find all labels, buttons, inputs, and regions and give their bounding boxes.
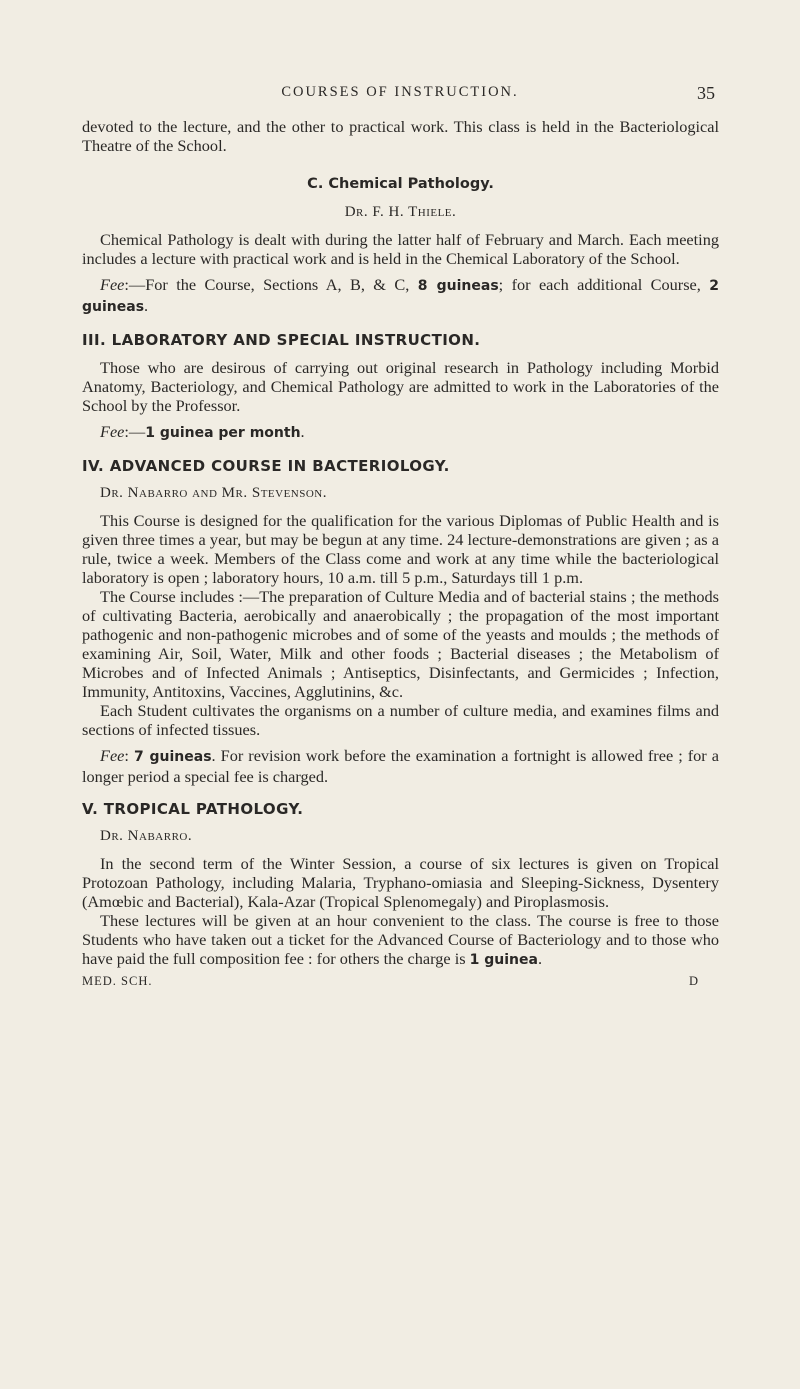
section-v-heading: V. TROPICAL PATHOLOGY. [82, 800, 304, 818]
paragraph-text: These lectures will be given at an hour convenient to the class. The course is free to those Students who have taken out a ticket for the Advanced Course of Bacteriology and to those who have paid the full composition fee : for others the charge is [82, 911, 719, 968]
section-c-heading: C. Chemical Pathology. [307, 176, 494, 192]
section-c-lecturer: Dr. F. H. Thiele. [344, 204, 457, 220]
section-c-paragraph: Chemical Pathology is dealt with during the latter half of February and March. Each meeting includes a lecture with practical work and is held in the Chemical Laboratory of the School. [82, 230, 719, 268]
section-iv-paragraph-2: The Course includes :—The preparation of Culture Media and of bacterial stains ; the methods of cultivating Bacteria, aerobically and anaerobically ; the propagation of the most important pathogenic and non-pathogenic microbes and of some of the yeasts and moulds ; the methods of examining Air, Soil, Water, Milk and other foods ; Bacterial diseases ; the Metabolism of Microbes and of Infected Animals ; Antiseptics, Disinfectants, and Germicides ; Infection, Immunity, Antitoxins, Vaccines, Agglutinins, &c. [82, 587, 719, 701]
fee-text: : [124, 746, 134, 765]
fee-amount: 7 guineas [133, 749, 212, 765]
fee-label: Fee [100, 422, 125, 441]
page-content [82, 117, 719, 990]
running-head: COURSES OF INSTRUCTION. [281, 84, 519, 100]
fee-text: . For revision work before the examination a fortnight is allowed free ; for a longer period a special fee is charged. [82, 746, 719, 786]
fee-label: Fee [100, 275, 125, 294]
section-iv-fee [82, 746, 719, 786]
intro-paragraph: devoted to the lecture, and the other to practical work. This class is held in the Bacteriological Theatre of the School. [82, 117, 719, 155]
fee-text: :— [124, 422, 146, 441]
fee-text: ; for each additional Course, [498, 275, 710, 294]
fee-amount: 1 guinea [469, 952, 538, 968]
section-v-paragraph-1: In the second term of the Winter Session, a course of six lectures is given on Tropical Protozoan Pathology, including Malaria, Tryphano-omiasia and Sleeping-Sickness, Dysentery (Amœbic and Bacterial), Kala-Azar (Tropical Splenomegaly) and Piroplasmosis. [82, 854, 719, 911]
page-number: 35 [697, 83, 715, 103]
section-iv-paragraph-3: Each Student cultivates the organisms on a number of culture media, and examines films and sections of infected tissues. [82, 701, 719, 739]
paragraph-text: . [537, 949, 543, 968]
signature-letter: D [688, 974, 699, 988]
section-v-paragraph-2 [82, 911, 719, 970]
section-iii-fee [82, 422, 719, 443]
signature-line [82, 972, 719, 990]
fee-amount: 8 guineas [417, 278, 499, 294]
section-iii-heading: III. LABORATORY AND SPECIAL INSTRUCTION. [82, 331, 481, 349]
section-v-lecturer: Dr. Nabarro. [100, 828, 193, 844]
fee-text: :—For the Course, Sections A, B, & C, [124, 275, 418, 294]
section-iv-heading: IV. ADVANCED COURSE IN BACTERIOLOGY. [82, 457, 450, 475]
section-iii-paragraph: Those who are desirous of carrying out original research in Pathology including Morbid Anatomy, Bacteriology, and Chemical Pathology are admitted to work in the Laboratories of the School by the Professor. [82, 358, 719, 415]
section-iv-paragraph-1: This Course is designed for the qualification for the various Diplomas of Public Health and is given three times a year, but may be begun at any time. 24 lecture-demonstrations are given ; as a rule, twice a week. Members of the Class come and work at any time while the bacteriological laboratory is open ; laboratory hours, 10 a.m. till 5 p.m., Saturdays till 1 p.m. [82, 511, 719, 587]
fee-label: Fee [100, 746, 125, 765]
fee-amount: 1 guinea per month [145, 425, 301, 441]
fee-text: . [144, 296, 149, 315]
section-iv-lecturers: Dr. Nabarro and Mr. Stevenson. [100, 485, 327, 501]
section-c-fee [82, 275, 719, 317]
signature-mark: MED. SCH. [82, 974, 153, 988]
fee-amount: 2 guineas [82, 278, 719, 315]
fee-text: . [300, 422, 305, 441]
